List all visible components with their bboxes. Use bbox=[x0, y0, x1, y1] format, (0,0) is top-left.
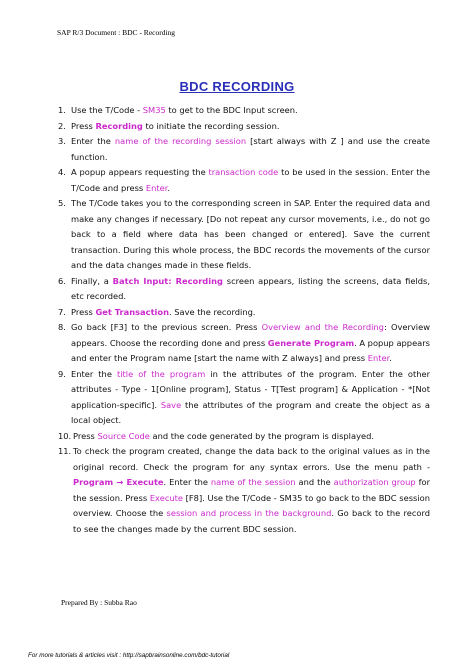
list-item bbox=[58, 196, 430, 274]
step-text-segment: Use the T/Code - bbox=[71, 105, 143, 115]
step-number: 5. bbox=[58, 198, 66, 208]
list-item bbox=[58, 367, 430, 429]
step-text-segment: Finally, a bbox=[71, 275, 113, 286]
list-item bbox=[58, 274, 430, 305]
step-text bbox=[73, 444, 430, 537]
step-text-segment: and the code generated by the program is displayed. bbox=[149, 430, 374, 441]
step-text bbox=[73, 429, 430, 445]
step-text-segment: in the attributes of the program. Enter the other attributes - Type - 1[Online program], Status - T[Test program] & Application - *[Not application-specific]. bbox=[71, 368, 430, 410]
step-text-segment: . Save the recording. bbox=[169, 306, 256, 317]
step-text-segment: for the session. Press bbox=[73, 477, 430, 503]
step-text-segment: : Overview appears. Choose the recording done and press bbox=[71, 322, 431, 348]
highlighted-term: Execute bbox=[149, 492, 183, 503]
step-text bbox=[71, 119, 430, 135]
list-item bbox=[58, 134, 430, 165]
step-text-segment: the attributes of the program and create the object as a local object. bbox=[71, 399, 430, 425]
step-number: 7. bbox=[58, 306, 66, 317]
list-item bbox=[58, 444, 430, 537]
step-number: 3. bbox=[58, 136, 66, 146]
step-text-segment: Press bbox=[71, 306, 96, 317]
list-item bbox=[58, 165, 430, 196]
step-text-segment: . Enter the bbox=[163, 477, 211, 487]
step-text bbox=[71, 367, 430, 429]
highlighted-term: SM35 bbox=[142, 105, 166, 115]
highlighted-term: Batch Input: Recording bbox=[112, 275, 223, 286]
step-text-segment: A popup appears requesting the bbox=[71, 167, 209, 177]
tutorial-link-note: For more tutorials & articles visit : http://sapbrainsonline.com/bdc-tutorial bbox=[28, 652, 230, 659]
step-number: 6. bbox=[58, 275, 66, 286]
step-text-segment: to get to the BDC Input screen. bbox=[165, 105, 298, 115]
list-item bbox=[58, 429, 430, 445]
step-number: 1. bbox=[58, 105, 66, 115]
highlighted-term: title of the program bbox=[116, 368, 206, 379]
step-number: 2. bbox=[58, 120, 66, 131]
step-text-segment: . Go back to the record to see the changes made by the current BDC session. bbox=[73, 508, 430, 534]
list-item bbox=[58, 119, 430, 135]
step-text bbox=[71, 103, 430, 119]
step-text-segment: To check the program created, change the data back to the original values as in the original record. Check the program for any syntax errors. Use the menu path - bbox=[73, 446, 430, 472]
step-number: 4. bbox=[58, 167, 66, 177]
step-text-segment: [start always with Z ] and use the create function. bbox=[71, 136, 430, 162]
highlighted-term: Program → Execute bbox=[73, 477, 164, 487]
highlighted-term: Save bbox=[160, 399, 182, 410]
list-item bbox=[58, 103, 430, 119]
highlighted-term: Generate Program bbox=[267, 337, 355, 348]
step-text-segment: [F8]. Use the T/Code - SM35 to go back to the BDC session overview. Choose the bbox=[73, 492, 430, 518]
list-item bbox=[58, 320, 430, 367]
step-text-segment: Enter the bbox=[71, 368, 117, 379]
step-text bbox=[71, 196, 430, 274]
step-text-segment: to initiate the recording session. bbox=[142, 120, 280, 131]
step-number: 11. bbox=[58, 446, 72, 456]
steps-list bbox=[58, 103, 430, 537]
highlighted-term: Source Code bbox=[97, 430, 150, 441]
highlighted-term: Enter bbox=[145, 182, 168, 193]
step-text-segment: Press bbox=[71, 120, 96, 131]
step-text-segment: to be used in the session. Enter the T/Code and press bbox=[71, 167, 430, 193]
step-text-segment: Press bbox=[73, 430, 98, 441]
step-text bbox=[71, 274, 430, 305]
highlighted-term: Recording bbox=[95, 120, 143, 131]
page-header: SAP R/3 Document : BDC - Recording bbox=[57, 28, 176, 37]
step-text-segment: Enter the bbox=[71, 136, 115, 146]
list-item bbox=[58, 305, 430, 321]
step-text-segment: . A popup appears and enter the Program name [start the name with Z always] and press bbox=[71, 337, 430, 363]
prepared-by: Prepared By : Subba Rao bbox=[61, 598, 137, 607]
step-text-segment: . bbox=[167, 182, 171, 193]
step-number: 8. bbox=[58, 322, 66, 332]
step-text bbox=[71, 305, 430, 321]
step-text bbox=[71, 134, 430, 165]
highlighted-term: authorization group bbox=[333, 477, 416, 487]
step-text bbox=[71, 320, 430, 367]
highlighted-term: name of the session bbox=[210, 477, 296, 487]
highlighted-term: transaction code bbox=[208, 167, 279, 177]
step-text-segment: The T/Code takes you to the corresponding screen in SAP. Enter the required data and make any changes if necessary. [Do not repeat any cursor movements, i.e., do not go back to a field where data has been changed or entered]. Save the current transaction. During this whole process, the BDC records the movements of the cursor and the data changes made in these fields. bbox=[71, 198, 430, 270]
step-text-segment: and the bbox=[295, 477, 334, 487]
step-number: 9. bbox=[58, 368, 66, 379]
step-text-segment: screen appears, listing the screens, data fields, etc recorded. bbox=[71, 275, 430, 301]
highlighted-term: session and process in the background bbox=[166, 508, 332, 518]
page-title: BDC RECORDING bbox=[179, 79, 295, 94]
step-text bbox=[71, 165, 430, 196]
highlighted-term: Enter bbox=[367, 353, 390, 363]
step-text-segment: . bbox=[389, 353, 392, 363]
step-text-segment: Go back [F3] to the previous screen. Press bbox=[71, 322, 262, 332]
step-number: 10. bbox=[58, 430, 72, 441]
highlighted-term: Get Transaction bbox=[95, 306, 169, 317]
highlighted-term: name of the recording session bbox=[114, 136, 247, 146]
highlighted-term: Overview and the Recording bbox=[261, 322, 384, 332]
